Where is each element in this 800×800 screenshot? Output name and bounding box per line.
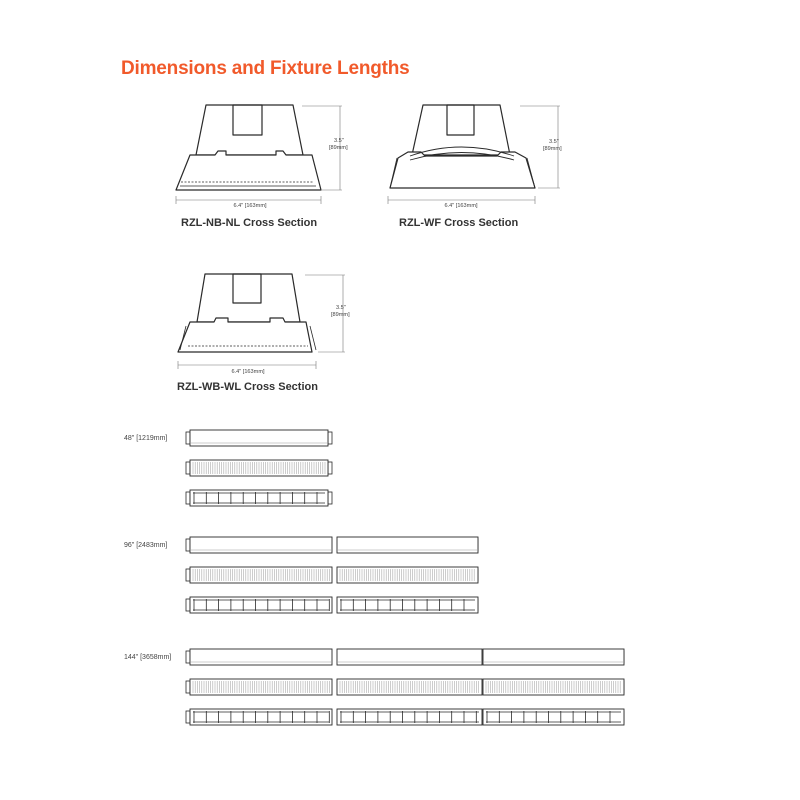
fixture-row-plain [186, 537, 478, 553]
end-cap [186, 539, 190, 551]
end-cap [328, 492, 332, 504]
end-cap [186, 432, 190, 444]
fixture-row-plain [186, 649, 624, 665]
length-label-48: 48" [1219mm] [124, 435, 168, 442]
fixture-section [337, 597, 478, 613]
dim-height-inches: 3.5" [549, 139, 559, 145]
dim-height-mm: [89mm] [543, 146, 562, 152]
dim-height-inches: 3.5" [334, 138, 344, 144]
fixture-section [337, 649, 482, 665]
fixture-row-plain [186, 430, 332, 446]
fixture-section [190, 597, 332, 613]
fixture-section [337, 679, 482, 695]
end-cap [186, 681, 190, 693]
fixture-section [337, 709, 482, 725]
fixture-row-grid [186, 597, 478, 613]
fixture-section [190, 430, 328, 446]
end-cap [186, 651, 190, 663]
dim-height-inches: 3.5" [336, 305, 346, 311]
fixture-section [483, 649, 624, 665]
length-label-144: 144" [3658mm] [124, 654, 172, 661]
caption-nb-nl: RZL-NB-NL Cross Section [181, 217, 318, 229]
end-cap [186, 569, 190, 581]
dim-width: 6.4" [163mm] [421, 203, 501, 209]
fixture-row-louvered [186, 460, 332, 476]
fixture-row-louvered [186, 679, 624, 695]
end-cap [186, 711, 190, 723]
dim-height-mm: [89mm] [329, 145, 348, 151]
fixture-row-grid [186, 709, 624, 725]
end-cap [186, 599, 190, 611]
length-label-96: 96" [2483mm] [124, 542, 168, 549]
fixture-section [190, 649, 332, 665]
dim-width: 6.4" [163mm] [210, 203, 290, 209]
caption-wb-wl: RZL-WB-WL Cross Section [177, 381, 318, 393]
fixture-section [190, 537, 332, 553]
fixture-row-grid [186, 490, 332, 506]
fixture-section [337, 537, 478, 553]
end-cap [328, 462, 332, 474]
end-cap [186, 492, 190, 504]
end-cap [328, 432, 332, 444]
fixture-section [190, 490, 328, 506]
dim-height-mm: [89mm] [331, 312, 350, 318]
end-cap [186, 462, 190, 474]
dim-width: 6.4" [163mm] [208, 369, 288, 375]
fixture-row-louvered [186, 567, 478, 583]
fixture-section [483, 709, 624, 725]
page-title: Dimensions and Fixture Lengths [121, 58, 410, 79]
fixture-section [190, 709, 332, 725]
caption-wf: RZL-WF Cross Section [399, 217, 519, 229]
